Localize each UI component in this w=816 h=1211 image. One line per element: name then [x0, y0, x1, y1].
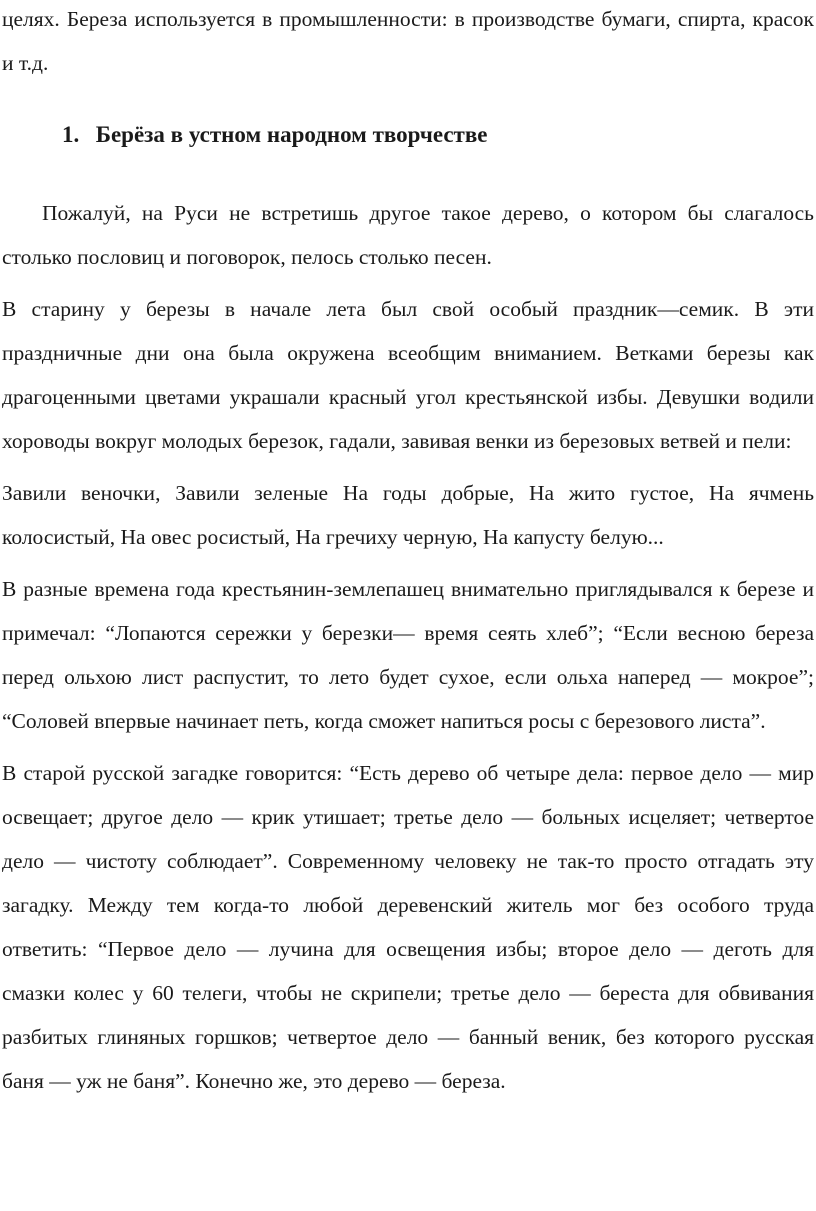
paragraph-song: Завили веночки, Завили зеленые На годы добрые, На жито густое, На ячмень колосистый, На овес росистый, На гречиху черную, На капусту белую...	[2, 481, 814, 549]
section-number: 1.	[62, 122, 80, 147]
paragraph-intro-continuation: целях. Береза используется в промышленности: в производстве бумаги, спирта, красок и т.д.	[2, 7, 814, 75]
paragraph-proverbs: Пожалуй, на Руси не встретишь другое такое дерево, о котором бы слагалось столько пословиц и поговорок, пелось столько песен.	[2, 201, 814, 269]
section-title: Берёза в устном народном творчестве	[95, 122, 488, 147]
paragraph-semik: В старину у березы в начале лета был свой особый праздник—семик. В эти праздничные дни она была окружена всеобщим вниманием. Ветками березы как драгоценными цветами украшали красный угол крестьянской избы. Девушки водили хороводы вокруг молодых березок, гадали, завивая венки из березовых ветвей и пели:	[2, 297, 814, 453]
paragraph-signs: В разные времена года крестьянин-землепашец внимательно приглядывался к березе и примечал: “Лопаются сережки у березки— время сеять хлеб”; “Если весною береза перед ольхою лист распустит, то лето будет сухое, если ольха наперед — мокрое”; “Соловей впервые начинает петь, когда сможет напиться росы с березового листа”.	[2, 577, 814, 733]
paragraph-riddle: В старой русской загадке говорится: “Есть дерево об четыре дела: первое дело — мир освещает; другое дело — крик утишает; третье дело — больных исцеляет; четвертое дело — чистоту соблюдает”. Современному человеку не так-то просто отгадать эту загадку. Между тем когда-то любой деревенский житель мог без особого труда ответить: “Первое дело — лучина для освещения избы; второе дело — деготь для смазки колес у 60 телеги, чтобы не скрипели; третье дело — береста для обвивания разбитых глиняных горшков; четвертое дело — банный веник, без которого русская баня — уж не баня”. Конечно же, это дерево — береза.	[2, 761, 814, 1093]
section-heading	[2, 113, 814, 157]
